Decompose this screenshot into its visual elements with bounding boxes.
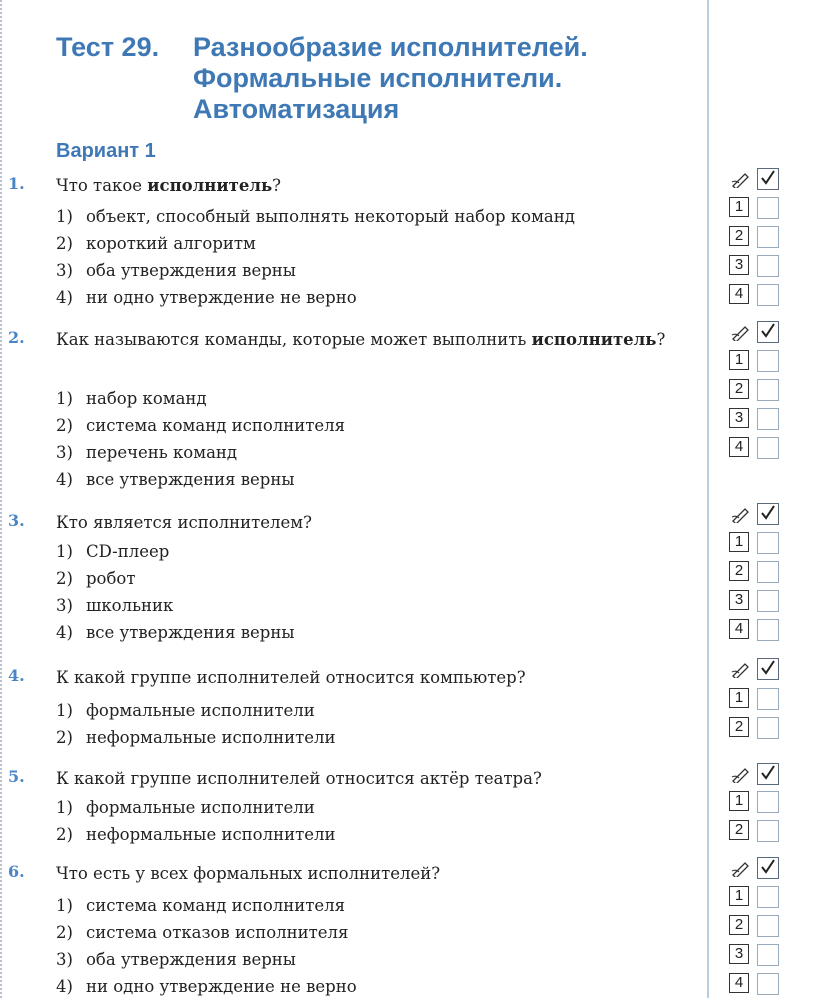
answer-choice-number: 3	[729, 590, 749, 610]
option-number: 3)	[56, 443, 73, 462]
answer-header	[729, 321, 785, 343]
option-text: оба утверждения верны	[86, 950, 296, 969]
answer-check-box	[757, 763, 779, 785]
option-number: 3)	[56, 950, 73, 969]
test-number: Тест 29.	[56, 32, 160, 62]
answer-checkbox[interactable]	[757, 437, 779, 459]
checkmark-icon	[760, 859, 776, 875]
option-text: неформальные исполнители	[86, 825, 336, 844]
option-text: формальные исполнители	[86, 701, 315, 720]
answer-option	[56, 412, 345, 439]
question-text-main: Как называются команды, которые может выполнить	[56, 330, 532, 349]
question-number: 6.	[8, 862, 25, 881]
answer-checkbox[interactable]	[757, 197, 779, 219]
question-text	[56, 860, 696, 887]
option-number: 2)	[56, 234, 73, 253]
pencil-mark-icon	[731, 170, 751, 188]
question-number: 4.	[8, 666, 25, 685]
pencil-mark-icon	[731, 505, 751, 523]
checkmark-icon	[760, 660, 776, 676]
question-number: 2.	[8, 328, 25, 347]
answer-option	[56, 821, 335, 848]
left-margin-dots	[0, 0, 5, 998]
answer-option	[56, 946, 296, 973]
answer-choice-row	[729, 915, 785, 937]
answer-check-box	[757, 168, 779, 190]
answer-header	[729, 658, 785, 680]
test-title	[56, 32, 588, 125]
answer-checkbox[interactable]	[757, 226, 779, 248]
answer-option	[56, 619, 295, 646]
answer-header	[729, 503, 785, 525]
answer-choice-row	[729, 688, 785, 710]
question-text-main: К какой группе исполнителей относится актёр театра?	[56, 769, 542, 788]
answer-choice-number: 4	[729, 284, 749, 304]
answer-choice-row	[729, 619, 785, 641]
answer-choice-number: 2	[729, 820, 749, 840]
answer-choice-number: 2	[729, 561, 749, 581]
pencil-mark-icon	[731, 859, 751, 877]
answer-choice-row	[729, 284, 785, 306]
answer-option	[56, 538, 169, 565]
answer-option	[56, 724, 335, 751]
answer-choice-row	[729, 197, 785, 219]
answer-header	[729, 857, 785, 879]
answer-choice-number: 1	[729, 886, 749, 906]
answer-choice-row	[729, 590, 785, 612]
question-text	[56, 326, 696, 353]
answer-check-box	[757, 503, 779, 525]
answer-checkbox[interactable]	[757, 619, 779, 641]
answer-choice-row	[729, 561, 785, 583]
answer-checkbox[interactable]	[757, 944, 779, 966]
answer-choice-row	[729, 350, 785, 372]
answer-option	[56, 592, 173, 619]
answer-column-divider	[707, 0, 709, 998]
answer-choice-number: 3	[729, 255, 749, 275]
answer-option	[56, 919, 348, 946]
answer-choice-row	[729, 226, 785, 248]
question-number: 5.	[8, 767, 25, 786]
pencil-mark-icon	[731, 323, 751, 341]
answer-checkbox[interactable]	[757, 284, 779, 306]
option-text: оба утверждения верны	[86, 261, 296, 280]
answer-checkbox[interactable]	[757, 590, 779, 612]
option-number: 1)	[56, 896, 73, 915]
question-text-end: ?	[272, 176, 282, 195]
option-text: система команд исполнителя	[86, 416, 346, 435]
option-number: 1)	[56, 798, 73, 817]
answer-option	[56, 892, 345, 919]
variant-heading: Вариант 1	[56, 140, 156, 162]
option-text: объект, способный выполнять некоторый набор команд	[86, 207, 575, 226]
answer-option	[56, 230, 256, 257]
question-text-main: К какой группе исполнителей относится компьютер?	[56, 668, 526, 687]
answer-choice-row	[729, 717, 785, 739]
answer-check-box	[757, 857, 779, 879]
option-number: 3)	[56, 596, 73, 615]
answer-checkbox[interactable]	[757, 408, 779, 430]
answer-choice-row	[729, 820, 785, 842]
option-text: ни одно утверждение не верно	[86, 288, 357, 307]
question-term: исполнитель	[147, 176, 273, 195]
answer-choice-number: 3	[729, 944, 749, 964]
answer-option	[56, 284, 357, 311]
answer-option	[56, 794, 315, 821]
answer-checkbox[interactable]	[757, 379, 779, 401]
option-number: 4)	[56, 470, 73, 489]
question-text-main: Кто является исполнителем?	[56, 513, 312, 532]
question-text	[56, 765, 696, 792]
answer-check-box	[757, 321, 779, 343]
answer-option	[56, 466, 295, 493]
option-number: 1)	[56, 542, 73, 561]
answer-choice-row	[729, 437, 785, 459]
option-text: неформальные исполнители	[86, 728, 336, 747]
answer-checkbox[interactable]	[757, 973, 779, 995]
option-number: 2)	[56, 569, 73, 588]
answer-choice-number: 4	[729, 973, 749, 993]
answer-checkbox[interactable]	[757, 255, 779, 277]
answer-check-box	[757, 658, 779, 680]
answer-choice-number: 2	[729, 379, 749, 399]
option-number: 3)	[56, 261, 73, 280]
answer-choice-number: 3	[729, 408, 749, 428]
answer-option	[56, 973, 357, 1000]
answer-option	[56, 257, 296, 284]
answer-choice-row	[729, 886, 785, 908]
answer-choice-number: 1	[729, 791, 749, 811]
pencil-mark-icon	[731, 765, 751, 783]
answer-option	[56, 385, 207, 412]
question-text-main: Что такое	[56, 176, 148, 195]
answer-choice-number: 4	[729, 619, 749, 639]
question-number: 3.	[8, 511, 25, 530]
option-text: CD-плеер	[86, 542, 170, 561]
title-line-3: Автоматизация	[193, 94, 400, 124]
option-number: 4)	[56, 977, 73, 996]
question-number: 1.	[8, 174, 25, 193]
option-number: 2)	[56, 923, 73, 942]
option-text: короткий алгоритм	[86, 234, 256, 253]
question-text	[56, 509, 696, 536]
question-term: исполнитель	[531, 330, 657, 349]
option-number: 2)	[56, 416, 73, 435]
question-text	[56, 172, 696, 199]
answer-checkbox[interactable]	[757, 915, 779, 937]
option-number: 2)	[56, 825, 73, 844]
answer-option	[56, 565, 136, 592]
question-text-end: ?	[656, 330, 666, 349]
answer-option	[56, 203, 575, 230]
answer-checkbox[interactable]	[757, 791, 779, 813]
option-text: формальные исполнители	[86, 798, 315, 817]
option-text: все утверждения верны	[86, 623, 295, 642]
checkmark-icon	[760, 765, 776, 781]
pencil-mark-icon	[731, 660, 751, 678]
checkmark-icon	[760, 505, 776, 521]
answer-choice-number: 1	[729, 532, 749, 552]
answer-checkbox[interactable]	[757, 350, 779, 372]
option-text: ни одно утверждение не верно	[86, 977, 357, 996]
title-line-1: Разнообразие исполнителей.	[193, 32, 588, 62]
answer-choice-row	[729, 408, 785, 430]
answer-choice-number: 1	[729, 197, 749, 217]
option-number: 4)	[56, 623, 73, 642]
answer-choice-number: 1	[729, 688, 749, 708]
option-text: система команд исполнителя	[86, 896, 346, 915]
option-number: 2)	[56, 728, 73, 747]
answer-option	[56, 697, 315, 724]
answer-checkbox[interactable]	[757, 532, 779, 554]
title-line-2: Формальные исполнители.	[193, 63, 563, 93]
answer-checkbox[interactable]	[757, 688, 779, 710]
answer-choice-row	[729, 532, 785, 554]
checkmark-icon	[760, 323, 776, 339]
answer-checkbox[interactable]	[757, 886, 779, 908]
answer-choice-row	[729, 255, 785, 277]
answer-choice-row	[729, 944, 785, 966]
option-number: 1)	[56, 701, 73, 720]
option-text: перечень команд	[86, 443, 238, 462]
answer-choice-number: 4	[729, 437, 749, 457]
answer-checkbox[interactable]	[757, 561, 779, 583]
option-number: 1)	[56, 207, 73, 226]
option-text: все утверждения верны	[86, 470, 295, 489]
answer-choice-number: 2	[729, 226, 749, 246]
question-text-main: Что есть у всех формальных исполнителей?	[56, 864, 441, 883]
option-number: 4)	[56, 288, 73, 307]
answer-checkbox[interactable]	[757, 717, 779, 739]
option-text: школьник	[86, 596, 174, 615]
answer-choice-number: 1	[729, 350, 749, 370]
question-text	[56, 664, 696, 691]
answer-choice-row	[729, 379, 785, 401]
option-number: 1)	[56, 389, 73, 408]
option-text: робот	[86, 569, 136, 588]
answer-choice-row	[729, 791, 785, 813]
answer-header	[729, 168, 785, 190]
answer-choice-number: 2	[729, 915, 749, 935]
answer-option	[56, 439, 237, 466]
option-text: набор команд	[86, 389, 207, 408]
answer-header	[729, 763, 785, 785]
checkmark-icon	[760, 170, 776, 186]
answer-choice-row	[729, 973, 785, 995]
option-text: система отказов исполнителя	[86, 923, 349, 942]
answer-choice-number: 2	[729, 717, 749, 737]
answer-checkbox[interactable]	[757, 820, 779, 842]
